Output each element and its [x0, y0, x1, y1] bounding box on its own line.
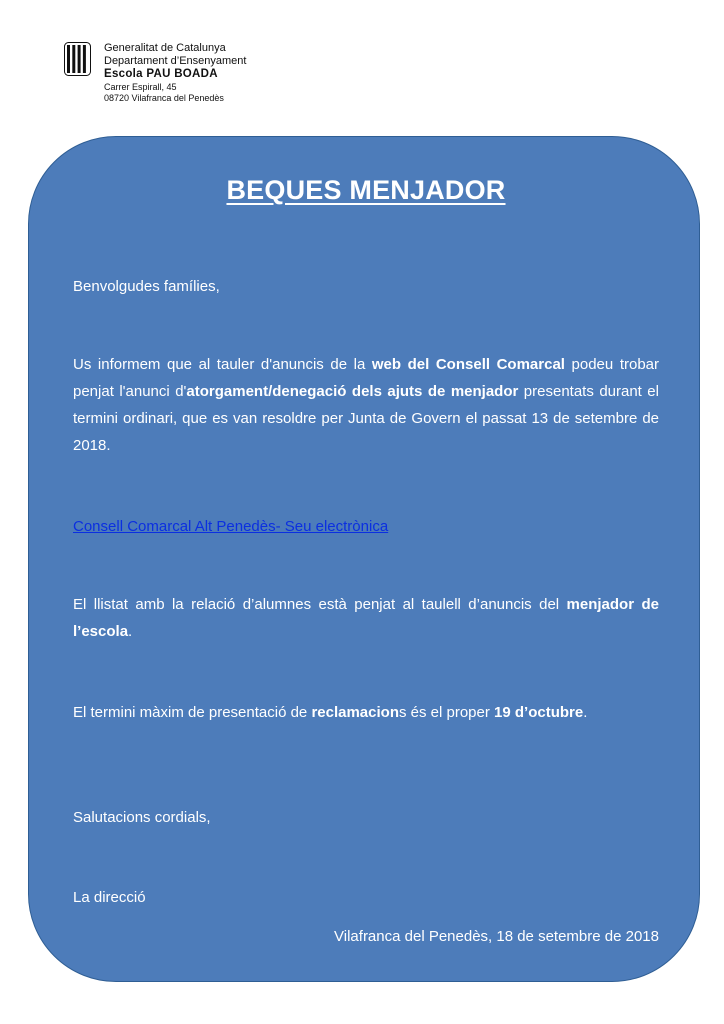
p2-bold: menjador de l’escola	[73, 596, 659, 640]
p3-claims-bold: reclamacion	[311, 704, 399, 721]
p2-text-c: .	[128, 623, 133, 640]
p1-text-c: podeu trobar penjat l'anunci d'	[73, 356, 659, 400]
letterhead-text	[104, 42, 364, 104]
p1-grant-bold: atorgament/denegació dels ajuts de menjador	[186, 383, 519, 400]
letterhead-government: Generalitat de Catalunya	[104, 42, 226, 54]
place-date: Vilafranca del Penedès, 18 de setembre de 2018	[334, 928, 659, 945]
letterhead-school: Escola PAU BOADA	[104, 67, 218, 80]
notice-panel	[28, 136, 700, 982]
p3-text-a: El termini màxim de presentació de	[73, 704, 312, 721]
letterhead-address: Carrer Espirall, 45	[104, 81, 177, 92]
paragraph-announcement	[73, 351, 659, 459]
p1-text-e: presentats durant el termini ordinari, que es van resoldre per Junta de Govern el passat 13 de setembre de 2018.	[73, 383, 659, 454]
p3-date-bold: 19 d’octubre	[494, 704, 584, 721]
closing: Salutacions cordials,	[73, 809, 211, 826]
p3-text-e: .	[583, 704, 588, 721]
signature: La direcció	[73, 889, 146, 906]
p1-text-a: Us informem que al tauler d'anuncis de la	[73, 356, 372, 373]
letterhead-department: Departament d’Ensenyament	[104, 54, 247, 67]
generalitat-stripes-icon	[64, 42, 91, 76]
paragraph-student-list	[73, 591, 659, 645]
link-paragraph	[73, 513, 659, 540]
letterhead-city: 08720 Vilafranca del Penedès	[104, 92, 224, 103]
greeting: Benvolgudes famílies,	[73, 278, 220, 295]
p3-text-c: s és el proper	[398, 704, 495, 721]
p2-text-a: El llistat amb la relació d’alumnes està penjat al taulell d’anuncis del	[73, 596, 567, 613]
paragraph-deadline	[73, 699, 659, 726]
notice-title: BEQUES MENJADOR	[226, 175, 506, 205]
consell-comarcal-link[interactable]: Consell Comarcal Alt Penedès- Seu electrònica	[73, 518, 389, 535]
p1-web-bold: web del Consell Comarcal	[371, 356, 565, 373]
